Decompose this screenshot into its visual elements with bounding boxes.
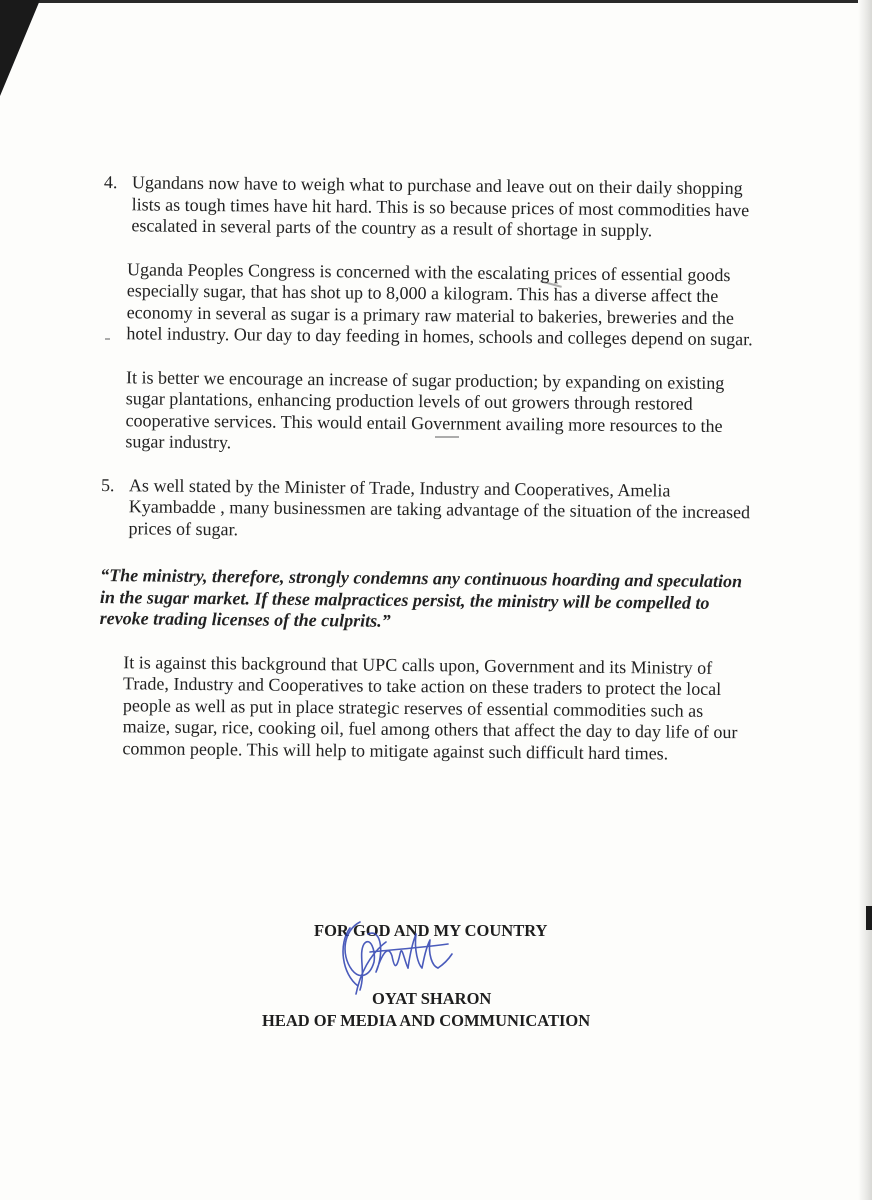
paragraph: As well stated by the Minister of Trade, Industry and Cooperatives, Amelia Kyambadde , many businessmen are taking advantage of the situation of the increased prices of sugar.: [128, 474, 751, 539]
minister-quote: “The ministry, therefore, strongly condemns any continuous hoarding and speculation in the sugar market. If these malpractices persist, the ministry will be compelled to revoke trading licenses of the culprits.”: [99, 565, 743, 631]
numbered-item: [99, 172, 760, 243]
item-body: [131, 172, 760, 243]
paragraph: Ugandans now have to weigh what to purchase and leave out on their daily shopping lists as tough times have hit hard. This is so because prices of most commodities have escalated in several parts of the country as a result of shortage in supply.: [131, 172, 750, 241]
scan-corner-shadow: [0, 0, 40, 96]
scan-edge-notch: [866, 906, 872, 930]
conclusion-paragraph: It is against this background that UPC calls upon, Government and its Ministry of Trade, Industry and Cooperatives to take action on these traders to protect the local people as well as put in place strategic reserves of essential commodities such as maize, sugar, rice, cooking oil, fuel among others that affect the day to day life of our common people. This will help to mitigate against such difficult hard times.: [122, 651, 738, 763]
paragraph: Uganda Peoples Congress is concerned with the escalating prices of essential goods especially sugar, that has shot up to 8,000 a kilogram. This has a diverse affect the economy in several as sugar is a primary raw material to bakeries, breweries and the hotel industry. Our day to day feeding in homes, schools and colleges depend on sugar.: [126, 258, 753, 350]
item-number: 4.: [103, 172, 118, 193]
signatory-title: HEAD OF MEDIA AND COMMUNICATION: [262, 1011, 591, 1030]
letter-body: [94, 172, 760, 765]
scan-edge-right: [858, 0, 872, 1200]
closing-motto: FOR GOD AND MY COUNTRY: [314, 921, 548, 940]
item-number: 5.: [100, 474, 115, 495]
item-body: [128, 475, 757, 546]
scan-edge-top: [0, 0, 872, 3]
signatory-name: OYAT SHARON: [372, 989, 492, 1008]
numbered-item: [96, 474, 757, 545]
paragraph: It is better we encourage an increase of sugar production; by expanding on existing sugar plantations, enhancing production levels of out growers through restored cooperative services. This would entail Government availing more resources to the sugar industry.: [125, 366, 725, 453]
